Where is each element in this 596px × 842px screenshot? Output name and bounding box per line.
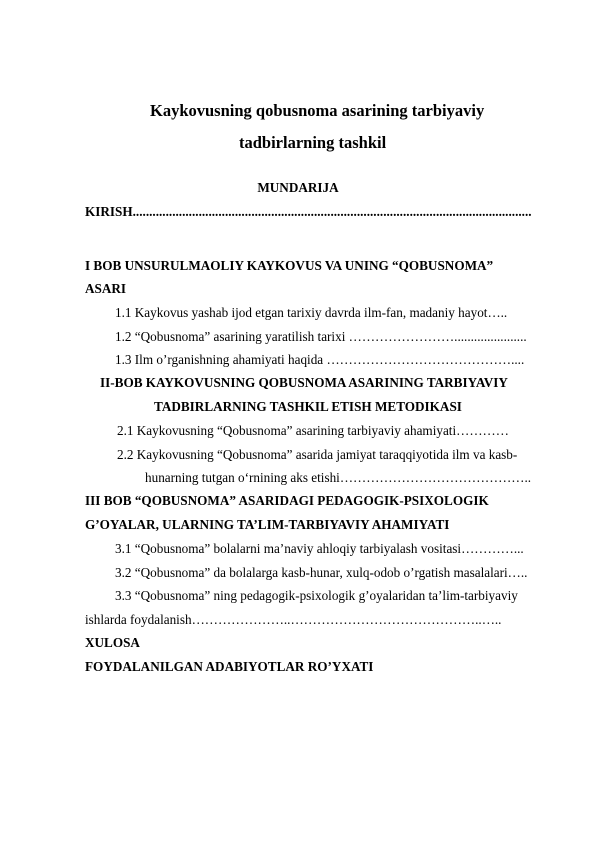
- toc-chapter-3-line-2: G’OYALAR, ULARNING TA’LIM-TARBIYAVIY AHAMIYATI: [85, 517, 450, 532]
- toc-item-2-1: 2.1 Kaykovusning “Qobusnoma” asarining tarbiyaviy ahamiyati…………: [117, 423, 509, 438]
- toc-item-2-2-line-1: 2.2 Kaykovusning “Qobusnoma” asarida jamiyat taraqqiyotida ilm va kasb-: [117, 447, 518, 462]
- toc-chapter-2-line-1: II-BOB KAYKOVUSNING QOBUSNOMA ASARINING TARBIYAVIY: [100, 375, 508, 390]
- toc-chapter-1-line-2: ASARI: [85, 281, 127, 296]
- contents-heading: MUNDARIJA: [257, 180, 339, 195]
- toc-intro: KIRISH.........................................................................................................................: [85, 204, 532, 219]
- toc-references: FOYDALANILGAN ADABIYOTLAR RO’YXATI: [85, 659, 374, 674]
- toc-item-3-1: 3.1 “Qobusnoma” bolalarni ma’naviy ahloqiy tarbiyalash vositasi…………...: [115, 541, 524, 556]
- toc-conclusion: XULOSA: [85, 635, 140, 650]
- toc-item-1-3: 1.3 Ilm o’rganishning ahamiyati haqida ……………………………………....: [115, 352, 525, 367]
- toc-chapter-1-line-1: I BOB UNSURULMAOLIY KAYKOVUS VA UNING “QOBUSNOMA”: [85, 258, 494, 273]
- toc-chapter-3-line-1: III BOB “QOBUSNOMA” ASARIDAGI PEDAGOGIK-PSIXOLOGIK: [85, 493, 489, 508]
- toc-item-3-3-line-1: 3.3 “Qobusnoma” ning pedagogik-psixologik g’oyalaridan ta’lim-tarbiyaviy: [115, 588, 518, 603]
- toc-item-3-2: 3.2 “Qobusnoma” da bolalarga kasb-hunar, xulq-odob o’rgatish masalalari…..: [115, 565, 528, 580]
- document-title-line-2: tadbirlarning tashkil: [239, 133, 387, 152]
- document-title-line-1: Kaykovusning qobusnoma asarining tarbiyaviy: [150, 101, 485, 120]
- toc-item-3-3-line-2: ishlarda foydalanish…………………..……………………………………..…..: [85, 612, 502, 627]
- toc-item-2-2-line-2: hunarning tutgan o‘rnining aks etishi……………………………………..: [145, 470, 532, 485]
- toc-item-1-1: 1.1 Kaykovus yashab ijod etgan tarixiy davrda ilm-fan, madaniy hayot…..: [115, 305, 508, 320]
- toc-chapter-2-line-2: TADBIRLARNING TASHKIL ETISH METODIKASI: [154, 399, 462, 414]
- toc-item-1-2: 1.2 “Qobusnoma” asarining yaratilish tarixi ……………………......................: [115, 329, 527, 344]
